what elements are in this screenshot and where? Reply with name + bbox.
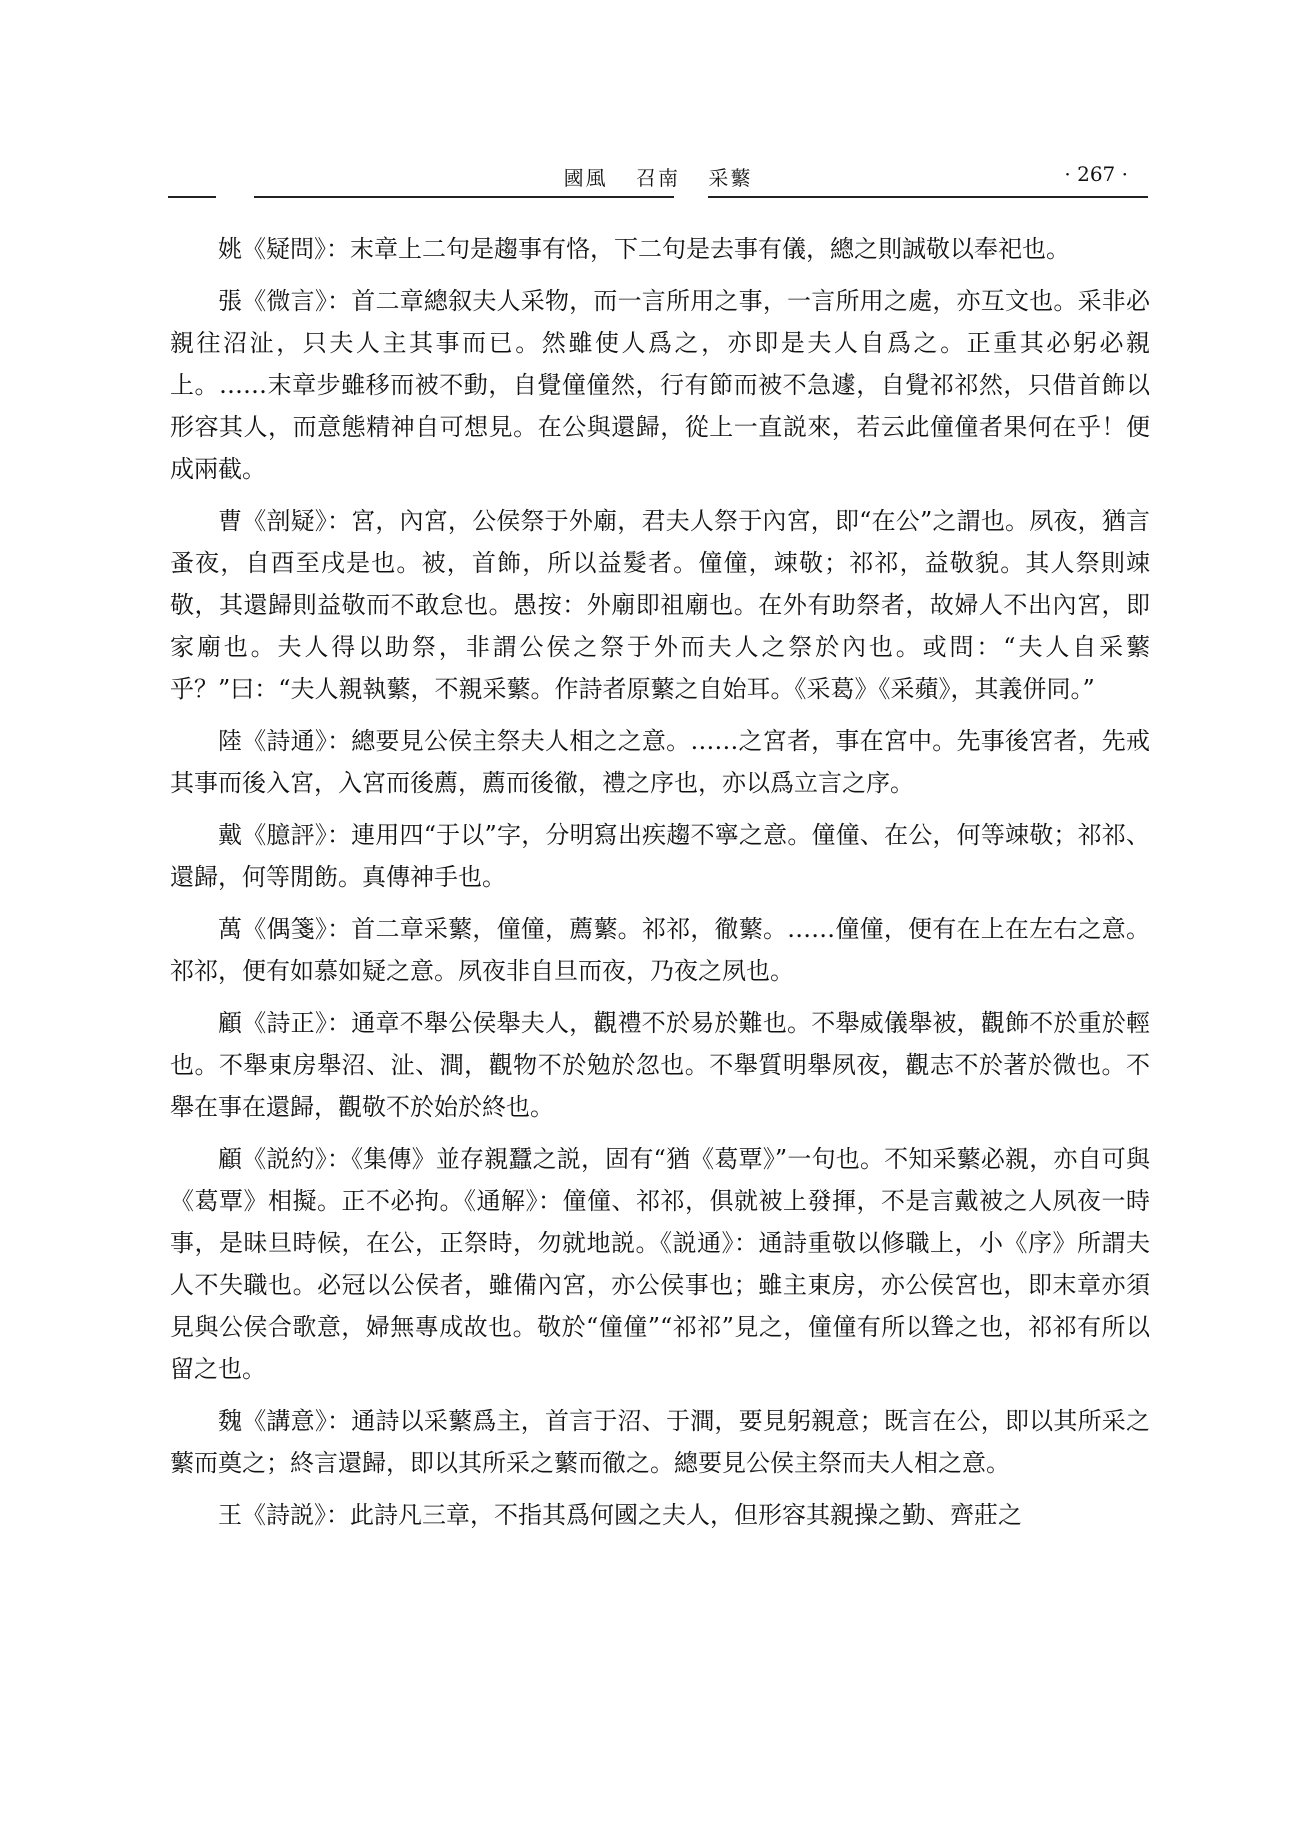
running-header [168,160,1148,206]
section-label-guofeng: 國風 [563,166,608,190]
section-label-shaonan: 召南 [636,166,680,190]
commentary-paragraph-wang: 王《詩説》：此詩凡三章，不指其爲何國之夫人，但形容其親操之勤、齊莊之 [218,1501,1022,1529]
page-number: · 267 · [1064,162,1128,186]
commentary-paragraph-dai: 戴《臆評》：連用四“于以”字，分明寫出疾趨不寧之意。僮僮、在公，何等竦敬；祁祁、還歸，何等閒飭。真傳神手也。 [170,821,1150,891]
commentary-paragraph-gu-shizheng: 顧《詩正》：通章不舉公侯舉夫人，觀禮不於易於難也。不舉威儀舉被，觀飾不於重於輕也。不舉東房舉沼、沚、澗，觀物不於勉於忽也。不舉質明舉夙夜，觀志不於著於微也。不舉在事在還歸，觀敬不於始於終也。 [170,1009,1150,1121]
poem-title: 采蘩 [708,166,753,190]
header-rule-right [708,196,1148,198]
commentary-body [170,228,1150,1546]
commentary-paragraph-zhang: 張《微言》：首二章總叙夫人采物，而一言所用之事，一言所用之處，亦互文也。采非必親往沼沚，只夫人主其事而已。然雖使人爲之，亦即是夫人自爲之。正重其必躬必親上。……末章步雖移而被不動，自覺僮僮然，行有節而被不急遽，自覺祁祁然，只借首飾以形容其人，而意態精神自可想見。在公與還歸，從上一直説來，若云此僮僮者果何在乎！便成兩截。 [170,287,1150,483]
commentary-paragraph-lu: 陸《詩通》：總要見公侯主祭夫人相之之意。……之宮者，事在宮中。先事後宮者，先戒其事而後入宮，入宮而後薦，薦而後徹，禮之序也，亦以爲立言之序。 [170,727,1150,797]
header-rule-left [168,196,216,198]
commentary-paragraph-wan: 萬《偶箋》：首二章采蘩，僮僮，薦蘩。祁祁，徹蘩。……僮僮，便有在上在左右之意。祁祁，便有如慕如疑之意。夙夜非自旦而夜，乃夜之夙也。 [170,915,1150,985]
commentary-paragraph-yao: 姚《疑問》：末章上二句是趨事有恪，下二句是去事有儀，總之則誠敬以奉祀也。 [218,235,1070,263]
commentary-paragraph-gu-shuoyue: 顧《説約》：《集傳》並存親蠶之説，固有“猶《葛覃》”一句也。不知采蘩必親，亦自可與《葛覃》相擬。正不必拘。《通解》：僮僮、祁祁，俱就被上發揮，不是言戴被之人夙夜一時事，是昧旦時候，在公，正祭時，勿就地説。《説通》：通詩重敬以修職上，小《序》所謂夫人不失職也。必冠以公侯者，雖備內宮，亦公侯事也；雖主東房，亦公侯宮也，即末章亦須見與公侯合歌意，婦無專成故也。敬於“僮僮”“祁祁”見之，僮僮有所以聳之也，祁祁有所以留之也。 [170,1145,1150,1383]
commentary-paragraph-cao: 曹《剖疑》：宮，內宮，公侯祭于外廟，君夫人祭于內宮，即“在公”之謂也。夙夜，猶言蚤夜，自酉至戌是也。被，首飾，所以益髮者。僮僮，竦敬；祁祁，益敬貌。其人祭則竦敬，其還歸則益敬而不敢怠也。愚按：外廟即祖廟也。在外有助祭者，故婦人不出內宮，即家廟也。夫人得以助祭，非謂公侯之祭于外而夫人之祭於內也。或問：“夫人自采蘩乎？”曰：“夫人親執蘩，不親采蘩。作詩者原蘩之自始耳。《采葛》《采蘋》，其義併同。” [170,507,1150,703]
header-rule-middle [254,196,674,198]
commentary-paragraph-wei: 魏《講意》：通詩以采蘩爲主，首言于沼、于澗，要見躬親意；既言在公，即以其所采之蘩而奠之；終言還歸，即以其所采之蘩而徹之。總要見公侯主祭而夫人相之意。 [170,1407,1150,1477]
running-title [168,162,1148,191]
